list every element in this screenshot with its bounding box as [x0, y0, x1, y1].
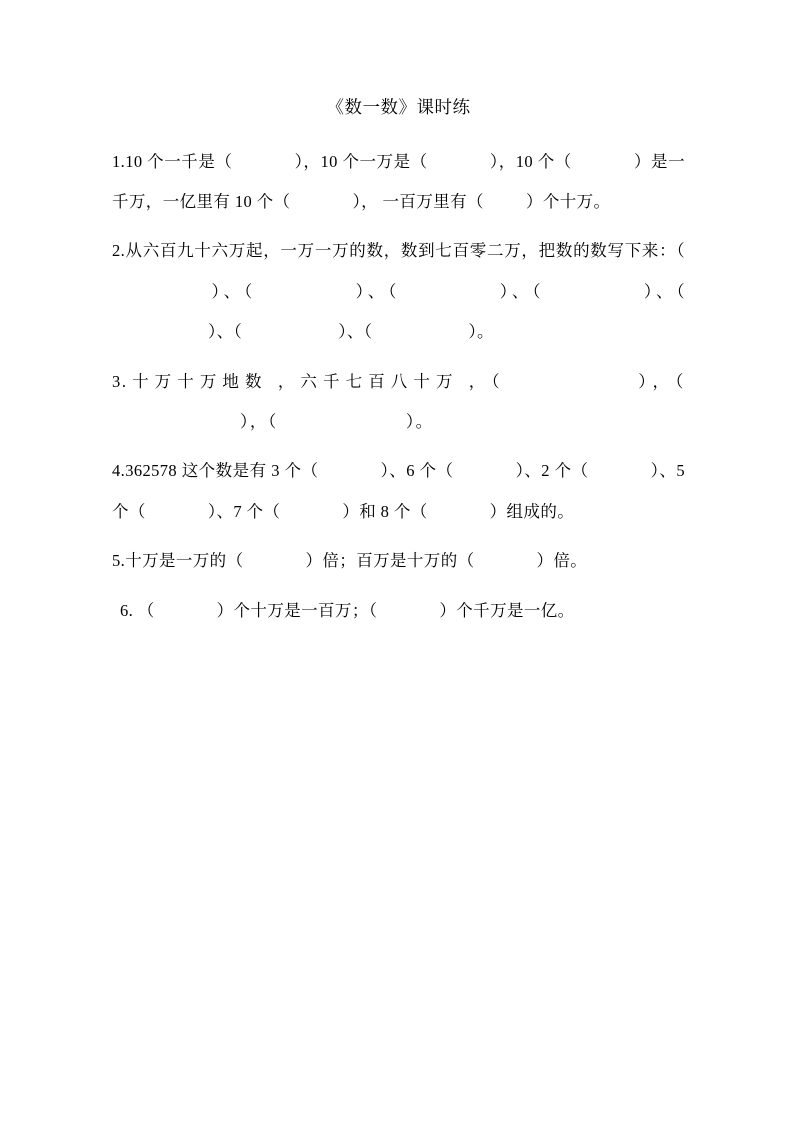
- question-5-part-2: ）倍；百万是十万的（: [305, 551, 475, 571]
- page-title: 《数一数》课时练: [326, 97, 471, 117]
- question-1-number: 1.: [112, 151, 126, 171]
- question-1-part-4: ）是一千万，一亿里有 10 个（: [112, 151, 686, 211]
- question-5-part-3: ）倍。: [536, 551, 588, 571]
- question-2-part-1: 从六百九十六万起，一万一万的数，数到七百零二万，把数的数写下来：（: [125, 241, 685, 261]
- question-2-part-3: ）、（: [352, 281, 401, 301]
- question-3-part-2: ），（: [633, 371, 685, 391]
- question-4-number: 4.: [112, 461, 126, 481]
- question-6: [112, 591, 685, 631]
- question-2-part-5: ）、（: [640, 281, 686, 301]
- question-1-part-6: ）个十万。: [525, 191, 611, 211]
- question-3-part-4: ）。: [405, 412, 434, 432]
- question-6-part-1: （: [137, 600, 155, 620]
- question-3-part-1: 十万十万地数 ，六千七百八十万 ，（: [127, 371, 506, 391]
- question-4: [112, 451, 685, 532]
- question-4-part-2: ）、6 个（: [380, 461, 454, 481]
- question-4-part-7: ）组成的。: [489, 501, 575, 521]
- question-3-part-3: ），（: [240, 412, 278, 432]
- question-4-part-4: ）、5 个（: [112, 461, 685, 521]
- question-4-part-6: ）和 8 个（: [342, 501, 428, 521]
- question-5: [112, 541, 685, 581]
- question-2: [112, 231, 685, 352]
- question-2-part-6: ）、（: [208, 322, 243, 342]
- question-6-part-3: ）个千万是一亿。: [439, 600, 575, 620]
- question-3-number: 3.: [112, 371, 128, 391]
- question-2-part-4: ）、（: [496, 281, 545, 301]
- question-2-part-7: ）、（: [338, 322, 373, 342]
- question-4-part-3: ）、2 个（: [515, 461, 589, 481]
- question-1-part-1: 10 个一千是（: [125, 151, 233, 171]
- question-1-part-3: ），10 个（: [489, 151, 572, 171]
- question-1: [112, 142, 685, 223]
- question-4-part-1: 362578 这个数是有 3 个（: [125, 461, 319, 481]
- question-6-number: 6.: [120, 600, 134, 620]
- question-2-part-8: ）。: [468, 322, 494, 342]
- question-6-part-2: ）个十万是一百万；（: [216, 600, 378, 620]
- question-1-part-2: ），10 个一万是（: [294, 151, 428, 171]
- question-2-number: 2.: [112, 241, 126, 261]
- question-5-number: 5.: [112, 551, 126, 571]
- question-1-part-5: ）， 一百万里有（: [352, 191, 484, 211]
- question-5-part-1: 十万是一万的（: [125, 551, 244, 571]
- question-4-part-5: ）、7 个（: [207, 501, 281, 521]
- question-3: [112, 362, 685, 443]
- question-2-part-2: ）、（: [208, 281, 257, 301]
